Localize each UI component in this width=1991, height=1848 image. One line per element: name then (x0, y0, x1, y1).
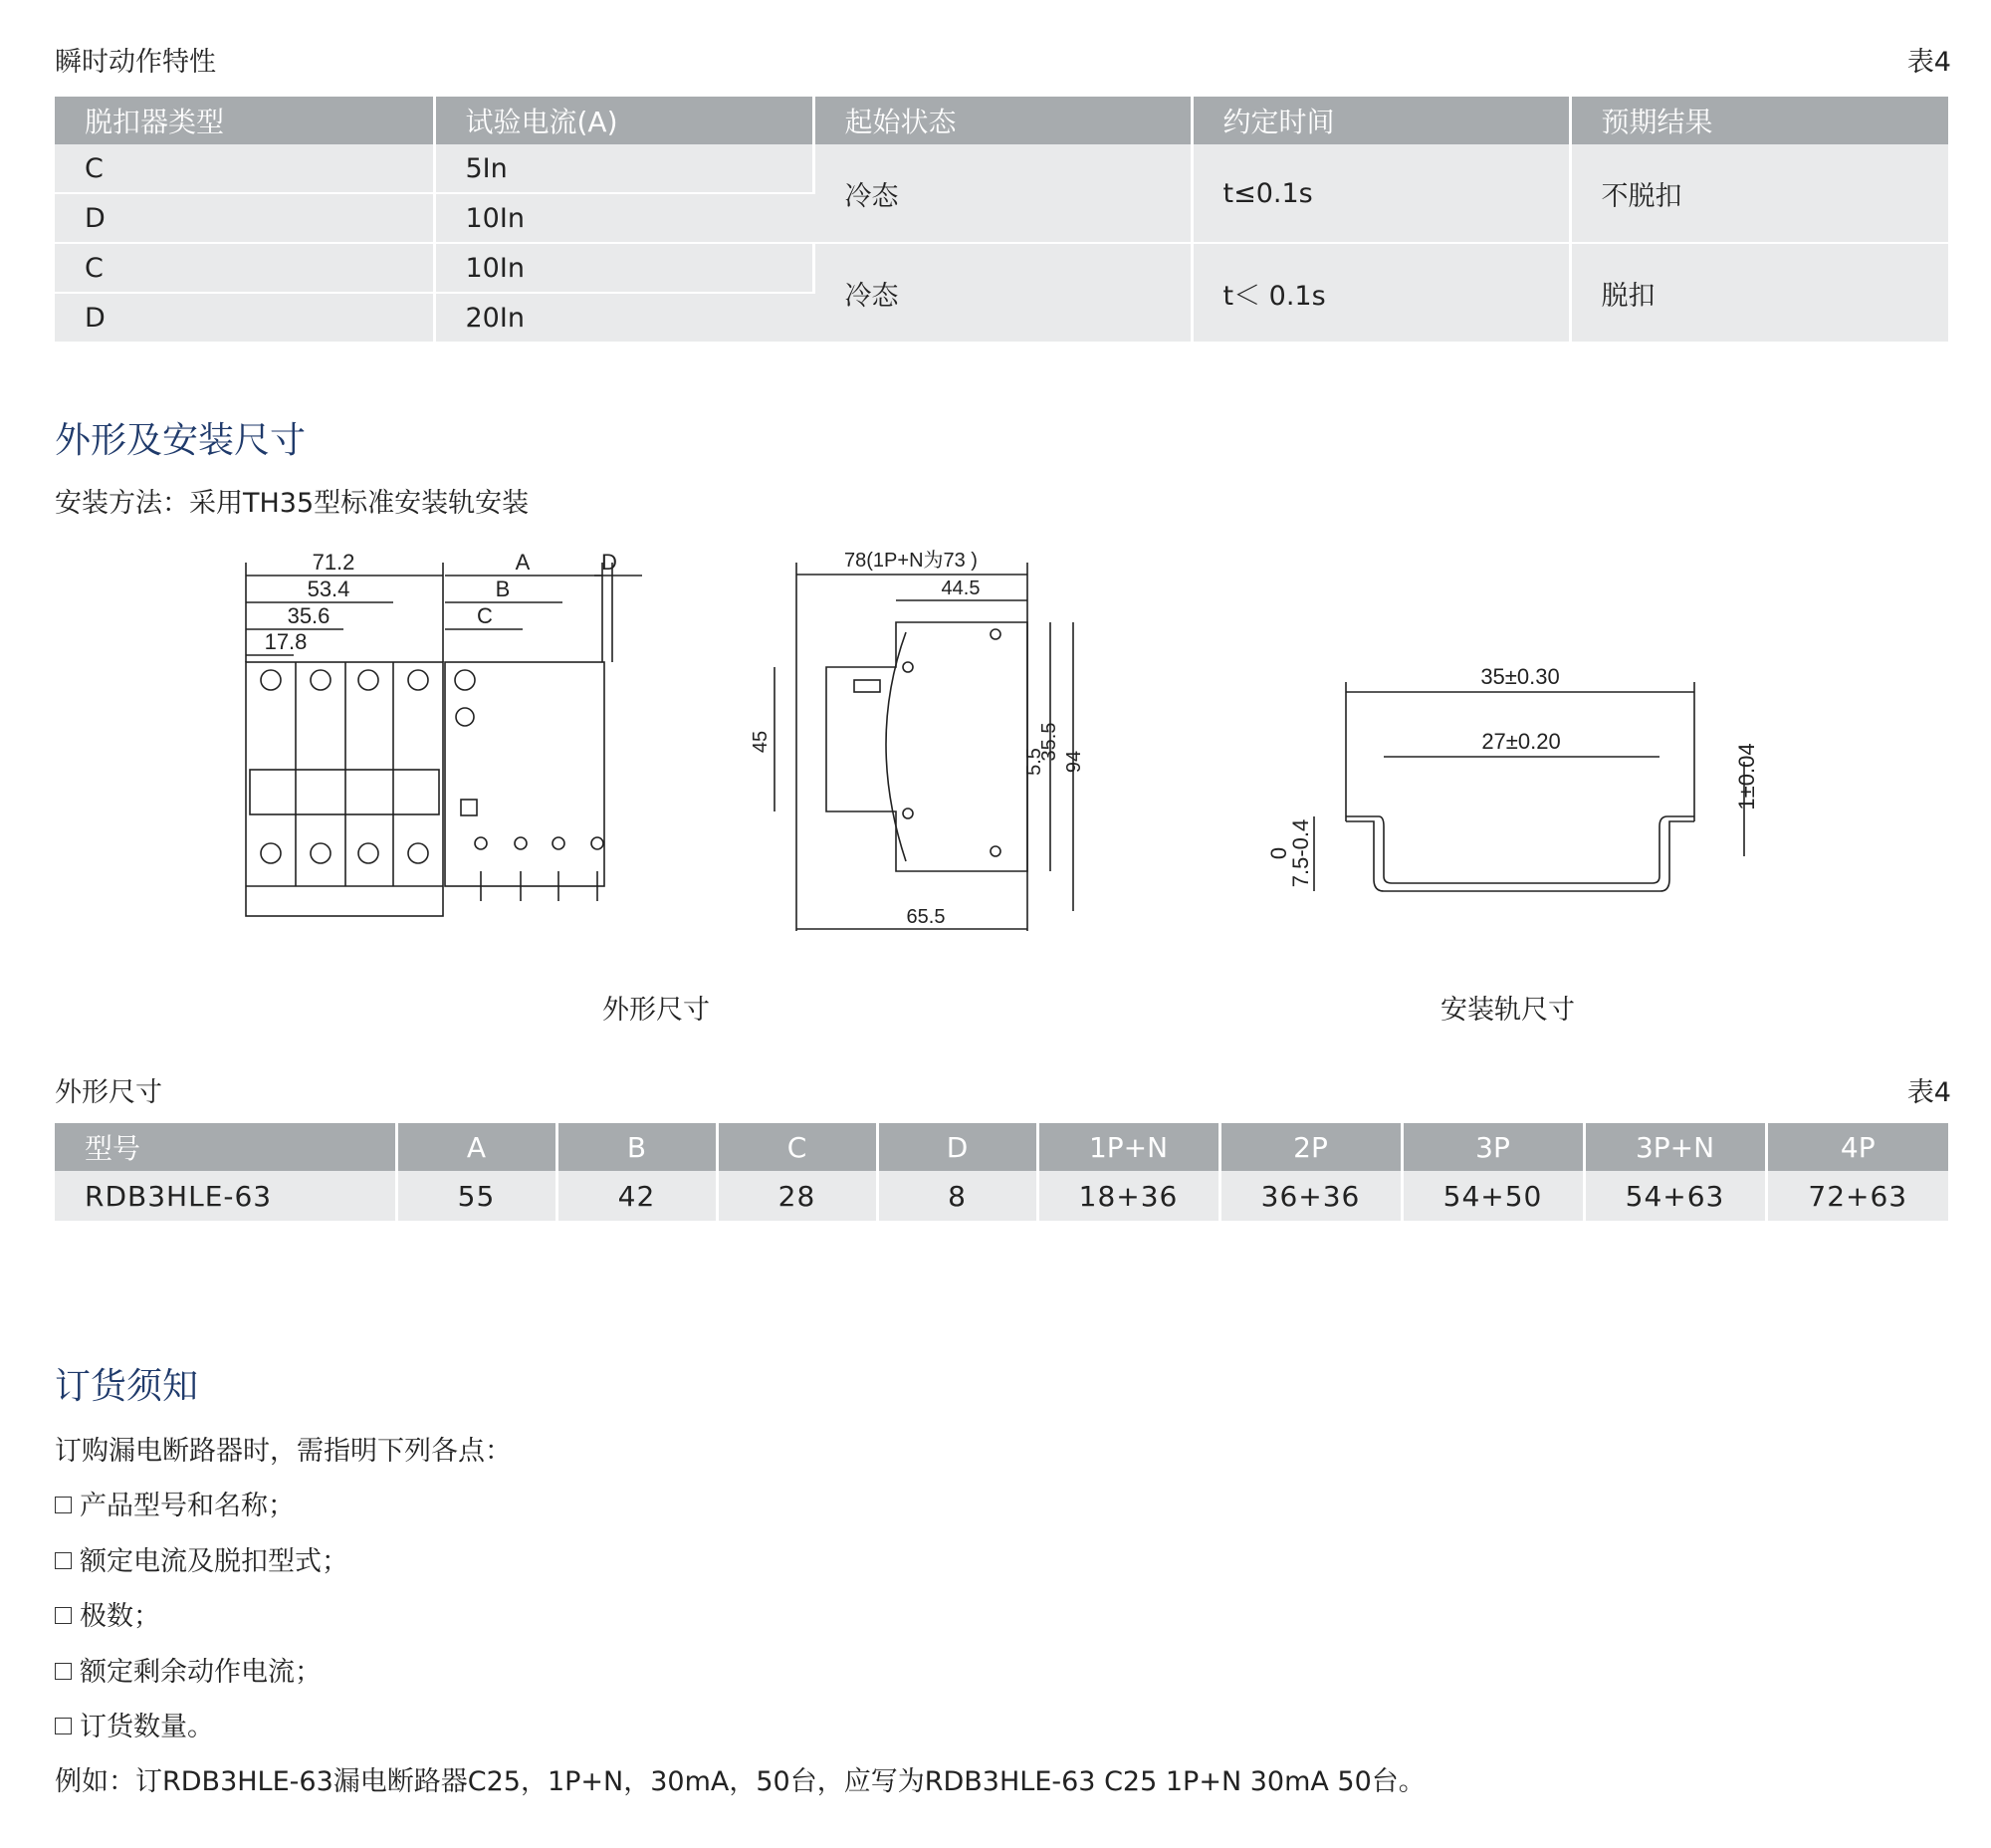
dim-d-label: D (601, 550, 617, 575)
header-cell: C (717, 1123, 877, 1171)
dim-53-label: 53.4 (307, 577, 350, 601)
header-cell: 预期结果 (1570, 97, 1948, 144)
trip-type-cell: C (55, 243, 434, 293)
header-cell: D (877, 1123, 1037, 1171)
header-cell: 起始状态 (813, 97, 1192, 144)
table-header-row (55, 1123, 1948, 1171)
dim-a-label: A (515, 550, 531, 575)
table2-caption: 外形尺寸 (55, 1077, 162, 1108)
checkbox-icon (55, 1607, 72, 1624)
table-row (55, 144, 1948, 193)
value-cell: 8 (877, 1171, 1037, 1221)
dim-55-label: 5.5 (1023, 748, 1045, 776)
checkbox-icon (55, 1497, 72, 1513)
checkbox-icon (55, 1663, 72, 1680)
header-cell: 1P+N (1037, 1123, 1219, 1171)
initial-state-cell: 冷态 (813, 243, 1192, 343)
expected-result-cell: 脱扣 (1570, 243, 1948, 343)
list-item: 极数； (55, 1594, 160, 1633)
rail-inner-label: 27±0.20 (1481, 729, 1561, 754)
instant-trip-table (55, 97, 1948, 344)
header-cell: 2P (1219, 1123, 1402, 1171)
value-cell: 55 (396, 1171, 556, 1221)
table-row (55, 243, 1948, 293)
model-cell: RDB3HLE-63 (55, 1171, 396, 1221)
agreed-time-cell: t≤0.1s (1192, 144, 1570, 243)
value-cell: 54+63 (1584, 1171, 1766, 1221)
install-method-text: 安装方法：采用TH35型标准安装轨安装 (55, 488, 530, 519)
header-cell: 3P (1402, 1123, 1584, 1171)
section-title-dimensions: 外形及安装尺寸 (55, 420, 307, 461)
value-cell: 54+50 (1402, 1171, 1584, 1221)
trip-type-cell: C (55, 144, 434, 193)
header-cell: 型号 (55, 1123, 396, 1171)
test-current-cell: 20In (434, 293, 813, 343)
section-title-ordering: 订货须知 (55, 1366, 199, 1407)
test-current-cell: 10In (434, 243, 813, 293)
dimensions-table (55, 1123, 1948, 1221)
dim-655-label: 65.5 (906, 906, 946, 928)
trip-type-cell: D (55, 193, 434, 243)
front-figure-caption: 外形尺寸 (602, 995, 710, 1026)
value-cell: 36+36 (1219, 1171, 1402, 1221)
checkbox-icon (55, 1718, 72, 1734)
header-cell: 试验电流(A) (434, 97, 813, 144)
rail-depth-b-label: 7.5-0.4 (1288, 818, 1313, 888)
value-cell: 28 (717, 1171, 877, 1221)
ordering-example: 例如：订RDB3HLE-63漏电断路器C25，1P+N，30mA，50台，应写为RDB3HLE-63 C25 1P+N 30mA 50台。 (55, 1766, 1426, 1797)
header-cell: A (396, 1123, 556, 1171)
dim-b-label: B (495, 577, 511, 601)
table1-caption: 瞬时动作特性 (55, 47, 216, 78)
dim-35-label: 35.6 (287, 603, 331, 628)
table-header-row (55, 97, 1948, 144)
test-current-cell: 10In (434, 193, 813, 243)
dim-c-label: C (477, 603, 493, 628)
rail-depth-a-label: 0 (1266, 846, 1291, 860)
dim-44-label: 44.5 (941, 578, 981, 599)
front-view-drawing (234, 543, 672, 931)
list-item: 额定剩余动作电流； (55, 1650, 322, 1689)
table1-number: 表4 (1906, 47, 1951, 78)
header-cell: 3P+N (1584, 1123, 1766, 1171)
dim-17-label: 17.8 (264, 629, 308, 654)
table-row (55, 1171, 1948, 1221)
value-cell: 18+36 (1037, 1171, 1219, 1221)
checkbox-icon (55, 1552, 72, 1569)
header-cell: 4P (1766, 1123, 1948, 1171)
initial-state-cell: 冷态 (813, 144, 1192, 243)
header-cell: B (556, 1123, 717, 1171)
list-item: 额定电流及脱扣型式； (55, 1539, 348, 1578)
dim-71-label: 71.2 (312, 550, 355, 575)
ordering-intro: 订购漏电断路器时，需指明下列各点： (55, 1436, 512, 1467)
rail-outer-label: 35±0.30 (1480, 664, 1560, 689)
dim-78-label: 78(1P+N为73 ) (844, 550, 978, 572)
trip-type-cell: D (55, 293, 434, 343)
agreed-time-cell: t＜ 0.1s (1192, 243, 1570, 343)
test-current-cell: 5In (434, 144, 813, 193)
dim-355-label: 35.5 (1038, 722, 1060, 762)
value-cell: 72+63 (1766, 1171, 1948, 1221)
list-item: 订货数量。 (55, 1705, 214, 1743)
dim-94-label: 94 (1063, 750, 1085, 774)
expected-result-cell: 不脱扣 (1570, 144, 1948, 243)
table2-number: 表4 (1906, 1077, 1951, 1108)
value-cell: 42 (556, 1171, 717, 1221)
side-view-drawing (750, 543, 1095, 941)
rail-thickness-label: 1±0.04 (1734, 743, 1759, 810)
header-cell: 约定时间 (1192, 97, 1570, 144)
list-item: 产品型号和名称； (55, 1484, 295, 1522)
rail-drawing (1264, 662, 1782, 901)
header-cell: 脱扣器类型 (55, 97, 434, 144)
dim-45-label: 45 (750, 730, 772, 754)
rail-figure-caption: 安装轨尺寸 (1440, 995, 1575, 1026)
